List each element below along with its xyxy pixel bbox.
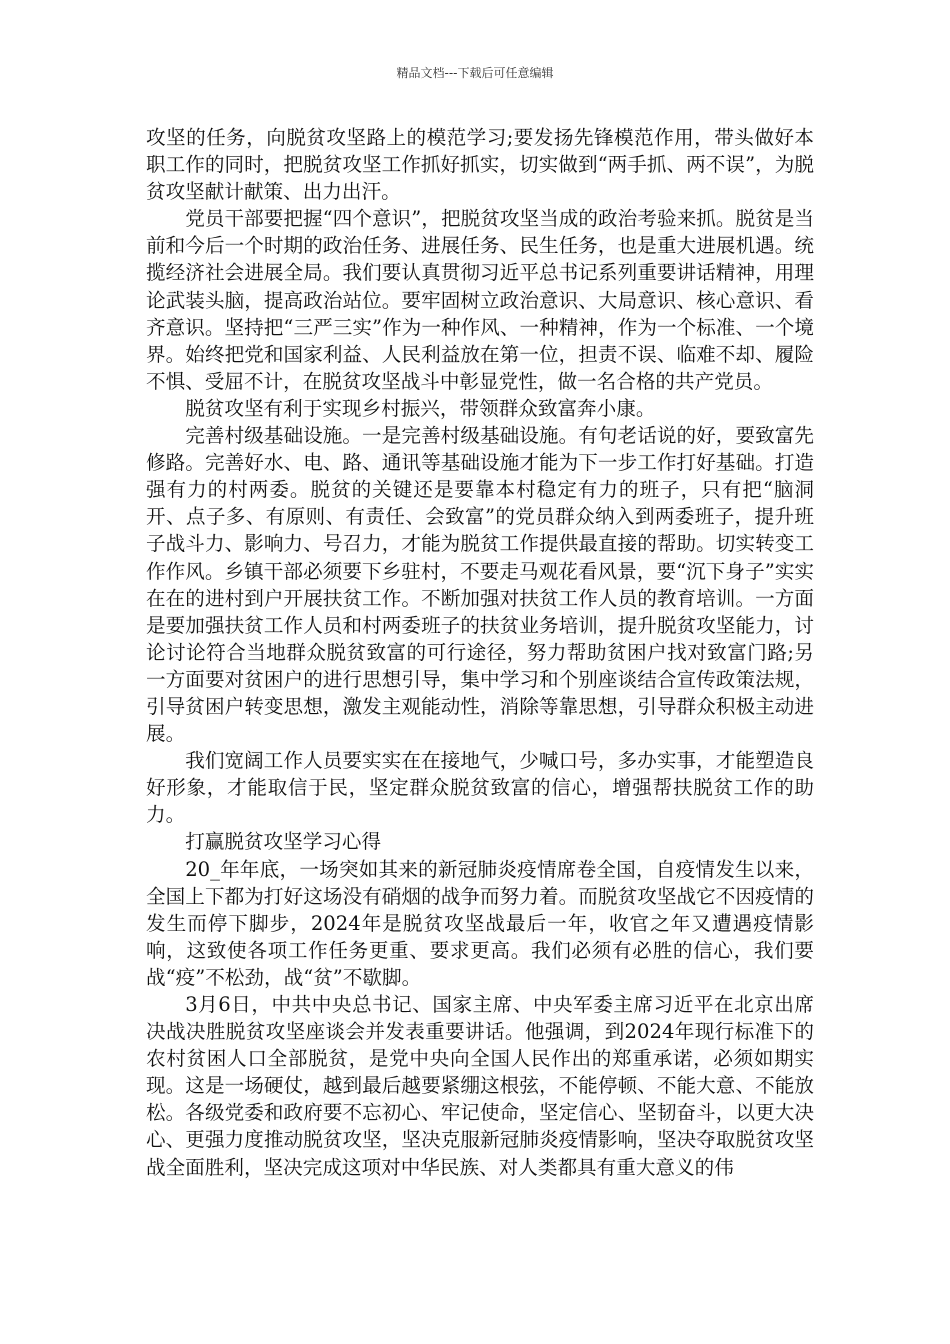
paragraph: 党员干部要把握“四个意识”，把脱贫攻坚当成的政治考验来抓。脱贫是当前和今后一个时期的政治任务、进展任务、民生任务，也是重大进展机遇。统揽经济社会进展全局。我们要认真贯彻习近平总书记系列重要讲话精神，用理论武装头脑，提高政治站位。要牢固树立政治意识、大局意识、核心意识、看齐意识。坚持把“三严三实”作为一种作风、一种精神，作为一个标准、一个境界。始终把党和国家利益、人民利益放在第一位，担责不误、临难不却、履险不惧、受屈不计，在脱贫攻坚战斗中彰显党性，做一名合格的共产党员。	[146, 207, 814, 393]
page-header: 精品文档---下载后可任意编辑	[396, 66, 554, 80]
paragraph: 20_年年底，一场突如其来的新冠肺炎疫情席卷全国，自疫情发生以来，全国上下都为打好这场没有硝烟的战争而努力着。而脱贫攻坚战它不因疫情的发生而停下脚步，2024年是脱贫攻坚战最后一年，收官之年又遭遇疫情影响，这致使各项工作任务更重、要求更高。我们必须有必胜的信心，我们要战“疫”不松劲，战“贫”不歇脚。	[146, 857, 814, 989]
paragraph: 我们宽阔工作人员要实实在在接地气，少喊口号，多办实事，才能塑造良好形象，才能取信于民，坚定群众脱贫致富的信心，增强帮扶脱贫工作的助力。	[146, 749, 814, 827]
paragraph: 完善村级基础设施。一是完善村级基础设施。有句老话说的好，要致富先修路。完善好水、电、路、通讯等基础设施才能为下一步工作打好基础。打造强有力的村两委。脱贫的关键还是要靠本村稳定有力的班子，只有把“脑洞开、点子多、有原则、有责任、会致富”的党员群众纳入到两委班子，提升班子战斗力、影响力、号召力，才能为脱贫工作提供最直接的帮助。切实转变工作作风。乡镇干部必须要下乡驻村，不要走马观花看风景，要“沉下身子”实实在在的进村到户开展扶贫工作。不断加强对扶贫工作人员的教育培训。一方面是要加强扶贫工作人员和村两委班子的扶贫业务培训，提升脱贫攻坚能力，讨论讨论符合当地群众脱贫致富的可行途径，努力帮助贫困户找对致富门路;另一方面要对贫困户的进行思想引导，集中学习和个别座谈结合宣传政策法规，引导贫困户转变思想，激发主观能动性，消除等靠思想，引导群众积极主动进展。	[146, 424, 814, 746]
document-body	[146, 124, 814, 1181]
section-title: 打赢脱贫攻坚学习心得	[185, 830, 382, 854]
paragraph: 3月6日，中共中央总书记、国家主席、中央军委主席习近平在北京出席决战决胜脱贫攻坚座谈会并发表重要讲话。他强调，到2024年现行标准下的农村贫困人口全部脱贫，是党中央向全国人民作出的郑重承诺，必须如期实现。这是一场硬仗，越到最后越要紧绷这根弦，不能停顿、不能大意、不能放松。各级党委和政府要不忘初心、牢记使命，坚定信心、坚韧奋斗，以更大决心、更强力度推动脱贫攻坚，坚决克服新冠肺炎疫情影响，坚决夺取脱贫攻坚战全面胜利，坚决完成这项对中华民族、对人类都具有重大意义的伟	[146, 993, 814, 1179]
paragraph: 脱贫攻坚有利于实现乡村振兴，带领群众致富奔小康。	[185, 396, 656, 420]
paragraph-continuation: 攻坚的任务，向脱贫攻坚路上的模范学习;要发扬先锋模范作用，带头做好本职工作的同时，把脱贫攻坚工作抓好抓实，切实做到“两手抓、两不误”，为脱贫攻坚献计献策、出力出汗。	[146, 126, 814, 204]
